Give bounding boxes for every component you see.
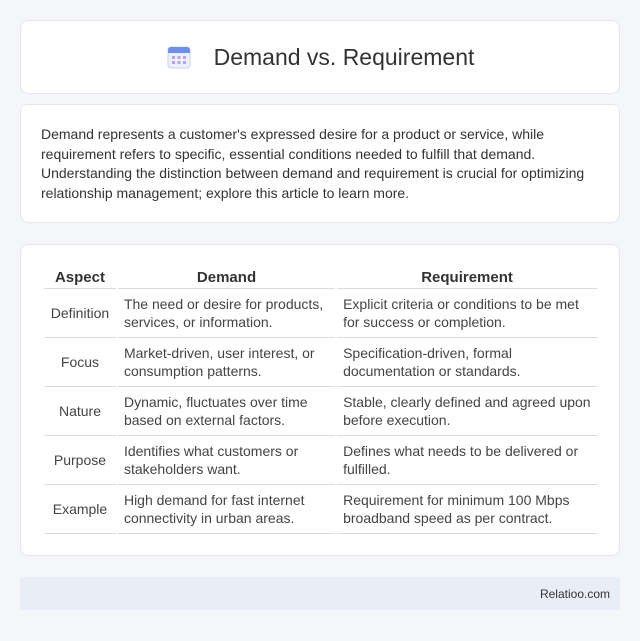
aspect-cell: Purpose [44, 436, 116, 485]
page-title: Demand vs. Requirement [213, 43, 475, 70]
table-row [44, 387, 597, 436]
requirement-cell: Stable, clearly defined and agreed upon before execution. [337, 387, 597, 436]
header-aspect: Aspect [44, 265, 116, 289]
table-header-row [44, 265, 597, 289]
demand-cell: High demand for fast internet connectivity in urban areas. [118, 485, 335, 534]
table-row [44, 338, 597, 387]
demand-cell: Dynamic, fluctuates over time based on external factors. [118, 387, 335, 436]
comparison-card [20, 244, 620, 556]
requirement-cell: Requirement for minimum 100 Mbps broadband speed as per contract. [337, 485, 597, 534]
comparison-table [42, 265, 599, 534]
intro-text: Demand represents a customer's expressed desire for a product or service, while requirement refers to specific, essential conditions needed to fulfill that demand. Understanding the distinction between demand and requirement is crucial for optimizing relationship management; explore this article to learn more. [41, 126, 585, 201]
table-row [44, 436, 597, 485]
demand-cell: Identifies what customers or stakeholders want. [118, 436, 335, 485]
aspect-cell: Nature [44, 387, 116, 436]
requirement-cell: Explicit criteria or conditions to be met for success or completion. [337, 289, 597, 338]
aspect-cell: Focus [44, 338, 116, 387]
footer [20, 577, 620, 610]
requirement-cell: Specification-driven, formal documentation or standards. [337, 338, 597, 387]
header-demand: Demand [118, 265, 335, 289]
intro-card [20, 104, 620, 223]
table-row [44, 485, 597, 534]
requirement-cell: Defines what needs to be delivered or fulfilled. [337, 436, 597, 485]
demand-cell: The need or desire for products, services, or information. [118, 289, 335, 338]
footer-brand-link[interactable]: Relatioo.com [539, 586, 610, 601]
table-row [44, 289, 597, 338]
header-requirement: Requirement [337, 265, 597, 289]
aspect-cell: Example [44, 485, 116, 534]
aspect-cell: Definition [44, 289, 116, 338]
demand-cell: Market-driven, user interest, or consumption patterns. [118, 338, 335, 387]
calendar-icon [166, 44, 192, 70]
title-card [20, 20, 620, 94]
